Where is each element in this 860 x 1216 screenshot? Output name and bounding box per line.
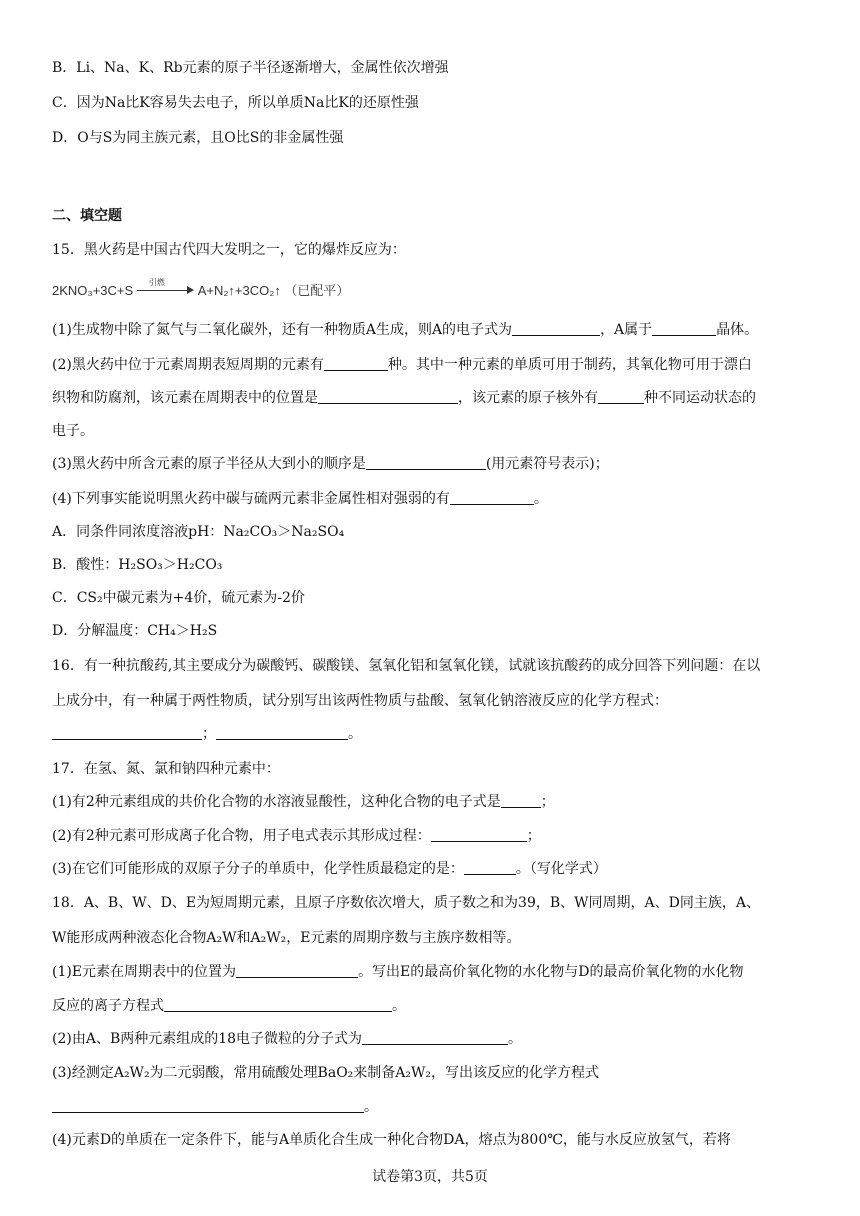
q17-stem: 17．在氢、氮、氯和钠四种元素中： xyxy=(52,761,280,777)
q15-part3 xyxy=(52,454,609,474)
answer-blank[interactable] xyxy=(52,724,202,740)
answer-blank[interactable] xyxy=(464,859,516,875)
q18-p1-text: (1)E元素在周期表中的位置为 xyxy=(52,964,237,980)
q17-p3-text: (3)在它们可能形成的双原子分子的单质中，化学性质最稳定的是： xyxy=(52,861,464,877)
q15-option-b: B．酸性：H₂SO₃＞H₂CO₃ xyxy=(52,557,223,573)
answer-blank[interactable] xyxy=(318,388,458,404)
q16-answers xyxy=(52,724,362,744)
answer-blank[interactable] xyxy=(598,388,644,404)
option-b: B．Li、Na、K、Rb元素的原子半径逐渐增大，金属性依次增强 xyxy=(52,60,449,76)
section-title: 二、填空题 xyxy=(52,208,122,224)
q18-part4: (4)元素D的单质在一定条件下，能与A单质化合生成一种化合物DA，熔点为800℃，能与水反应放氢气，若将 xyxy=(52,1132,731,1148)
q17-p2-text-b: ； xyxy=(526,828,541,844)
q17-p1-text-b: ； xyxy=(540,794,555,810)
answer-blank[interactable] xyxy=(450,489,534,505)
q18-p1-text-d: 。 xyxy=(392,998,406,1014)
q15-equation xyxy=(52,278,350,301)
q18-part3: (3)经测定A₂W₂为二元弱酸，常用硫酸处理BaO₂来制备A₂W₂，写出该反应的化学方程式 xyxy=(52,1065,600,1081)
answer-blank[interactable] xyxy=(164,996,392,1012)
q15-option-d: D．分解温度：CH₄＞H₂S xyxy=(52,623,218,639)
q17-part1 xyxy=(52,792,555,812)
q16-end: 。 xyxy=(348,726,362,742)
q15-p3-text-b: (用元素符号表示)； xyxy=(485,456,609,472)
answer-blank[interactable] xyxy=(366,454,486,470)
q18-line2: W能形成两种液态化合物A₂W和A₂W₂，E元素的周期序数与主族序数相等。 xyxy=(52,930,521,946)
q17-p3-text-b: 。（写化学式） xyxy=(515,861,607,877)
q15-option-c: C．CS₂中碳元素为+4价，硫元素为-2价 xyxy=(52,590,305,606)
q15-p3-text: (3)黑火药中所含元素的原子半径从大到小的顺序是 xyxy=(52,456,366,472)
answer-blank[interactable] xyxy=(431,826,527,842)
reaction-arrow-icon xyxy=(137,278,195,296)
q18-part2 xyxy=(52,1029,522,1049)
answer-blank[interactable] xyxy=(362,1029,508,1045)
equation-products: A+N₂↑+3CO₂↑ xyxy=(197,283,281,298)
q17-p1-text: (1)有2种元素组成的共价化合物的水溶液显酸性，这种化合物的电子式是 xyxy=(52,794,501,810)
answer-blank[interactable] xyxy=(216,724,348,740)
q18-part1 xyxy=(52,962,744,982)
q18-p1-text-b: 。写出E的最高价氧化物的水化物与D的最高价氧化物的水化物 xyxy=(358,964,744,980)
q17-p2-text: (2)有2种元素可形成离子化合物，用子电式表示其形成过程： xyxy=(52,828,431,844)
q15-p1-text-c: 晶体。 xyxy=(716,322,759,338)
q15-option-a: A．同条件同浓度溶液pH：Na₂CO₃＞Na₂SO₄ xyxy=(52,524,345,540)
q15-p2-text-c: 织物和防腐剂，该元素在周期表中的位置是 xyxy=(52,390,318,406)
q15-p2-text-b: 种。其中一种元素的单质可用于制药，其氧化物可用于漂白 xyxy=(387,357,752,373)
q15-p2-text-e: 种不同运动状态的 xyxy=(644,390,756,406)
q16-separator: ； xyxy=(202,726,216,742)
equation-reactants: 2KNO₃+3C+S xyxy=(52,283,134,298)
answer-blank[interactable] xyxy=(652,320,716,336)
q15-part2-end: 电子。 xyxy=(52,423,94,439)
q15-stem: 15．黑火药是中国古代四大发明之一，它的爆炸反应为： xyxy=(52,242,406,258)
q18-p1-text-c: 反应的离子方程式 xyxy=(52,998,164,1014)
equation-note: （已配平） xyxy=(284,283,350,298)
option-c: C．因为Na比K容易失去电子，所以单质Na比K的还原性强 xyxy=(52,95,419,111)
q15-part2 xyxy=(52,355,752,375)
q16-line2: 上成分中，有一种属于两性物质，试分别写出该两性物质与盐酸、氢氧化钠溶液反应的化学方程式： xyxy=(52,693,668,709)
page-footer: 试卷第3页，共5页 xyxy=(372,1169,488,1185)
arrow-condition: 引燃 xyxy=(148,278,165,287)
q18-p3-end: 。 xyxy=(364,1099,378,1115)
q17-part3 xyxy=(52,859,607,879)
q18-p2-text-b: 。 xyxy=(508,1031,523,1047)
q18-part1-cont xyxy=(52,996,406,1016)
answer-blank[interactable] xyxy=(236,962,358,978)
q15-p2-text-d: ，该元素的原子核外有 xyxy=(458,390,598,406)
q18-part3-answer xyxy=(52,1097,378,1117)
q18-line1: 18．A、B、W、D、E为短周期元素，且原子序数依次增大，质子数之和为39，B、W同周期，A、D同主族，A、 xyxy=(52,895,760,911)
answer-blank[interactable] xyxy=(501,792,541,808)
answer-blank[interactable] xyxy=(52,1097,364,1113)
q16-line1: 16．有一种抗酸药,其主要成分为碳酸钙、碳酸镁、氢氧化铝和氢氧化镁，试就该抗酸药的成分回答下列问题：在以 xyxy=(52,658,761,674)
q15-part2-cont xyxy=(52,388,756,408)
q17-part2 xyxy=(52,826,541,846)
q15-p2-text: (2)黑火药中位于元素周期表短周期的元素有 xyxy=(52,357,324,373)
q15-part4 xyxy=(52,489,548,509)
q18-p2-text: (2)由A、B两种元素组成的18电子微粒的分子式为 xyxy=(52,1031,363,1047)
answer-blank[interactable] xyxy=(512,320,600,336)
q15-part1 xyxy=(52,320,758,340)
answer-blank[interactable] xyxy=(324,355,388,371)
q15-p4-text-b: 。 xyxy=(533,491,548,507)
q15-p1-text-b: ，A属于 xyxy=(600,322,653,338)
q15-p4-text: (4)下列事实能说明黑火药中碳与硫两元素非金属性相对强弱的有 xyxy=(52,491,450,507)
option-d: D．O与S为同主族元素，且O比S的非金属性强 xyxy=(52,130,344,146)
q15-p1-text: (1)生成物中除了氮气与二氧化碳外，还有一种物质A生成，则A的电子式为 xyxy=(52,322,513,338)
